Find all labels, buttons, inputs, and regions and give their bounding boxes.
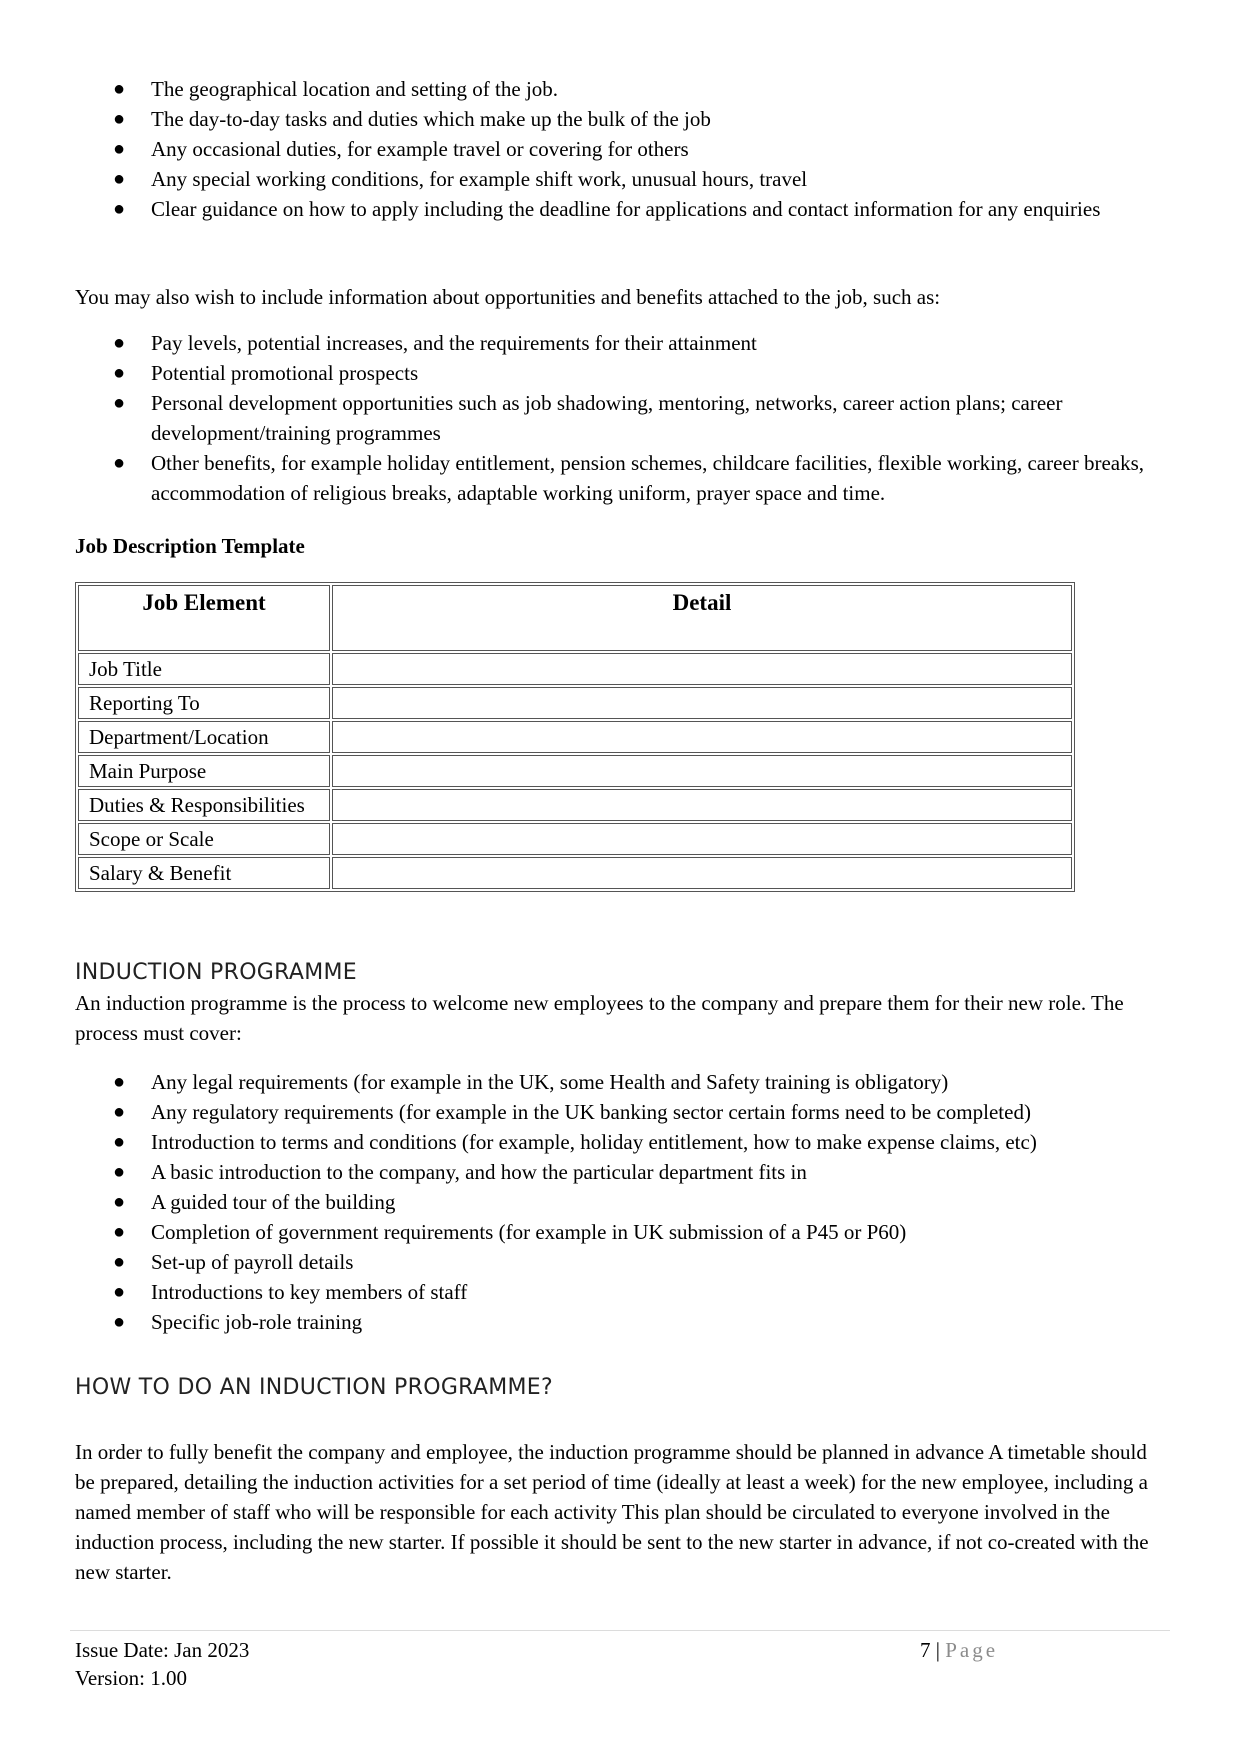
induction-heading: INDUCTION PROGRAMME [75,960,357,985]
table-header-row [78,585,1072,651]
table-header-cell: Detail [332,585,1072,651]
bullet-icon: ● [113,1071,126,1093]
bullet-icon: ● [113,1101,126,1123]
bullet-icon: ● [113,198,126,220]
bullet-icon: ● [113,1281,126,1303]
issue-date: Issue Date: Jan 2023 [75,1638,250,1662]
list-item: ● Specific job-role training [0,1307,1181,1337]
table-cell-element: Scope or Scale [78,823,330,855]
benefit-bullet-list [0,328,1241,508]
table-cell-element: Department/Location [78,721,330,753]
bullet-icon: ● [113,78,126,100]
bullet-icon: ● [113,362,126,384]
version: Version: 1.00 [75,1666,187,1690]
list-item: ● Set-up of payroll details [0,1247,1181,1277]
table-row [78,857,1072,889]
howto-heading: HOW TO DO AN INDUCTION PROGRAMME? [75,1375,553,1400]
table-cell-detail[interactable] [332,687,1072,719]
induction-bullet-list [0,1067,1241,1337]
table-row [78,789,1072,821]
table-cell-element: Main Purpose [78,755,330,787]
list-item: ● Personal development opportunities such as job shadowing, mentoring, networks, career action plans; career development/training programmes [0,388,1181,448]
list-item: ● Introduction to terms and conditions (for example, holiday entitlement, how to make expense claims, etc) [0,1127,1181,1157]
table-cell-detail[interactable] [332,755,1072,787]
list-item: ● Pay levels, potential increases, and the requirements for their attainment [0,328,1181,358]
template-title: Job Description Template [75,534,305,558]
table-header-cell: Job Element [78,585,330,651]
list-item: ● Any occasional duties, for example travel or covering for others [0,134,1181,164]
list-item: ● Any special working conditions, for example shift work, unusual hours, travel [0,164,1181,194]
bullet-icon: ● [113,332,126,354]
bullet-icon: ● [113,1221,126,1243]
table-cell-detail[interactable] [332,721,1072,753]
footer-meta [75,1636,249,1692]
bullet-icon: ● [113,1161,126,1183]
list-item: ● A basic introduction to the company, and how the particular department fits in [0,1157,1181,1187]
list-item: ● Clear guidance on how to apply including the deadline for applications and contact information for any enquiries [0,194,1181,224]
list-item: ● Any legal requirements (for example in the UK, some Health and Safety training is obligatory) [0,1067,1181,1097]
list-item: ● A guided tour of the building [0,1187,1181,1217]
table-row [78,687,1072,719]
page-label: Page [945,1638,999,1662]
list-item: ● Completion of government requirements (for example in UK submission of a P45 or P60) [0,1217,1181,1247]
bullet-icon: ● [113,392,126,414]
bullet-icon: ● [113,168,126,190]
table-cell-element: Duties & Responsibilities [78,789,330,821]
table-row [78,721,1072,753]
table-cell-element: Reporting To [78,687,330,719]
table-row [78,823,1072,855]
page-number-value: 7 [920,1638,931,1662]
list-item: ● Potential promotional prospects [0,358,1181,388]
table-cell-detail[interactable] [332,857,1072,889]
howto-paragraph: In order to fully benefit the company and employee, the induction programme should be planned in advance A timetable should be prepared, detailing the induction activities for a set period of time (ideally at least a week) for the new employee, including a named member of staff who will be responsible for each activity This plan should be circulated to everyone involved in the induction process, including the new starter. If possible it should be sent to the new starter in advance, if not co-created with the new starter. [75,1440,1149,1584]
table-cell-element: Salary & Benefit [78,857,330,889]
list-item: ● The geographical location and setting of the job. [0,74,1181,104]
footer-divider [70,1630,1170,1631]
induction-intro: An induction programme is the process to welcome new employees to the company and prepare them for their new role. The process must cover: [75,991,1124,1045]
table-cell-detail[interactable] [332,789,1072,821]
bullet-icon: ● [113,1131,126,1153]
list-item: ● Introductions to key members of staff [0,1277,1181,1307]
page-number [920,1636,998,1664]
benefits-intro: You may also wish to include information about opportunities and benefits attached to the job, such as: [75,285,941,309]
table-row [78,653,1072,685]
intro-bullet-list [0,74,1241,224]
table-cell-detail[interactable] [332,653,1072,685]
bullet-icon: ● [113,1251,126,1273]
bullet-icon: ● [113,452,126,474]
table-cell-detail[interactable] [332,823,1072,855]
list-item: ● Any regulatory requirements (for example in the UK banking sector certain forms need to be completed) [0,1097,1181,1127]
page-separator: | [930,1638,946,1662]
list-item: ● Other benefits, for example holiday entitlement, pension schemes, childcare facilities, flexible working, career breaks, accommodation of religious breaks, adaptable working uniform, prayer space and time. [0,448,1181,508]
bullet-icon: ● [113,138,126,160]
table-cell-element: Job Title [78,653,330,685]
job-description-table [75,582,1075,892]
table-row [78,755,1072,787]
bullet-icon: ● [113,108,126,130]
list-item: ● The day-to-day tasks and duties which make up the bulk of the job [0,104,1181,134]
bullet-icon: ● [113,1311,126,1333]
bullet-icon: ● [113,1191,126,1213]
